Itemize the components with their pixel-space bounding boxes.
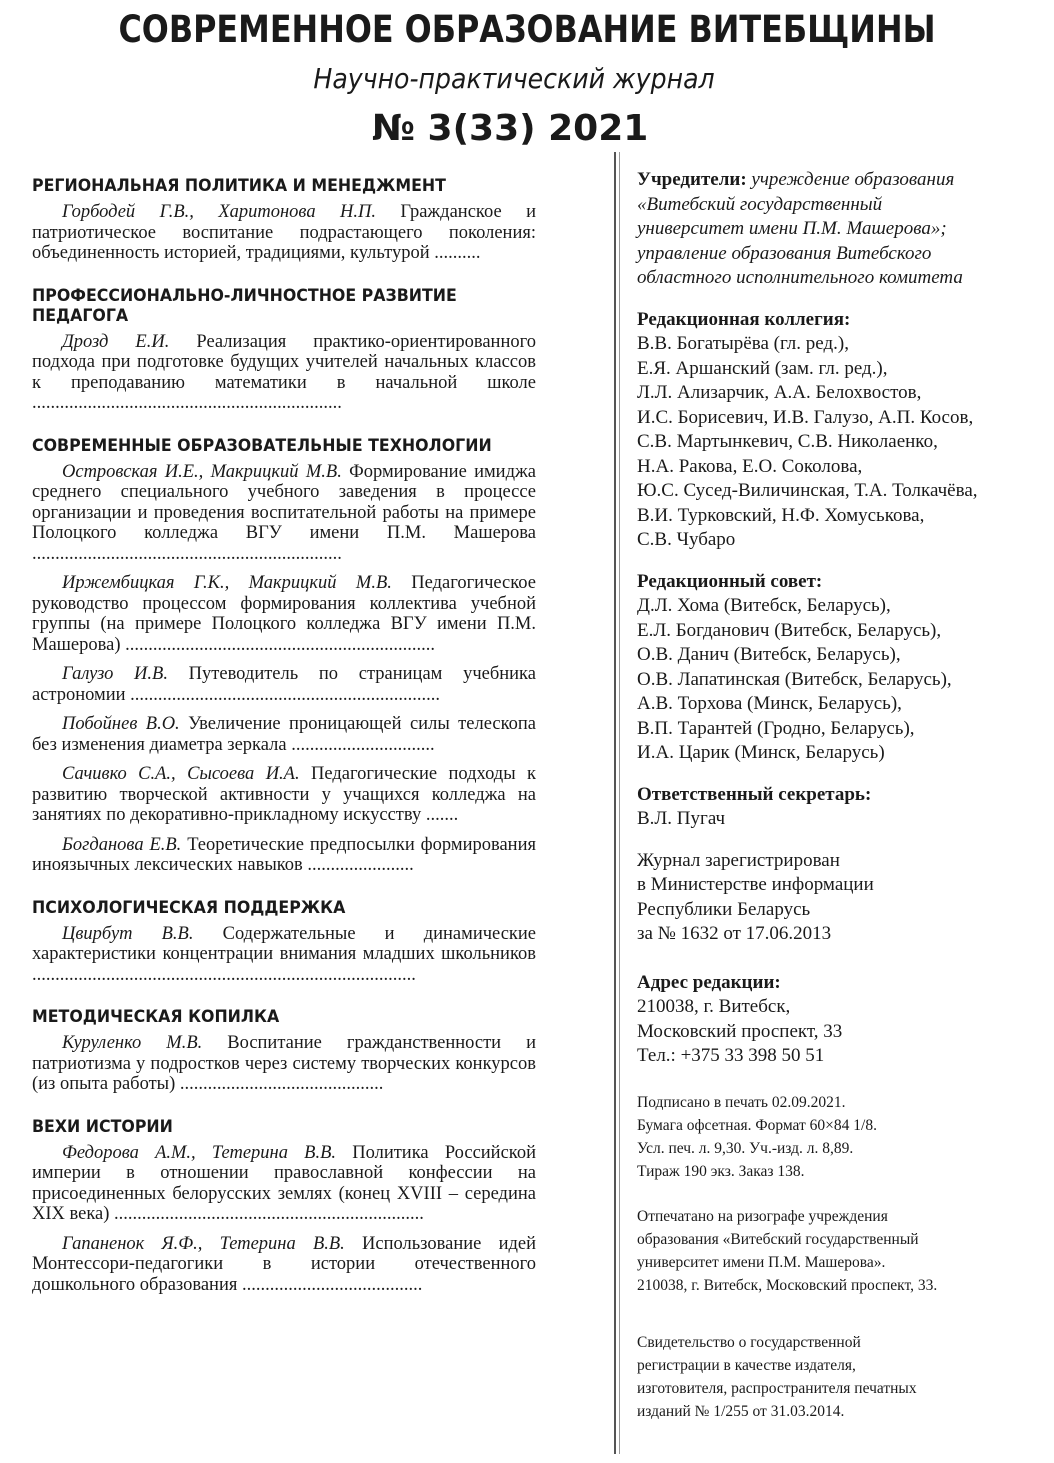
section-title: ПСИХОЛОГИЧЕСКАЯ ПОДДЕРЖКА (32, 897, 346, 918)
editorial-council-block (637, 570, 1027, 766)
issue-number: № 3(33) 2021 (371, 108, 649, 149)
printed-line: 210038, г. Витебск, Московский проспект, 33. (637, 1276, 938, 1294)
article-entry (32, 1143, 536, 1225)
article-title: Увеличение проницающей силы телескопа без изменения диаметра зеркала ............................... (32, 714, 536, 755)
founders-line: учреждение образования (746, 169, 955, 190)
address-line: 210038, г. Витебск, (637, 996, 791, 1017)
council-line: О.В. Лапатинская (Витебск, Беларусь), (637, 668, 952, 690)
council-line: В.П. Тарантей (Гродно, Беларусь), (637, 717, 915, 739)
article-authors: Цвирбут В.В. (62, 923, 194, 944)
toc-section (32, 176, 536, 264)
article-title: Путеводитель по страницам учебника астрономии ................................................................... (32, 664, 536, 705)
council-line: Д.Л. Хома (Витебск, Беларусь), (637, 595, 891, 616)
article-entry (32, 924, 536, 986)
table-of-contents (32, 176, 536, 1317)
section-title: РЕГИОНАЛЬНАЯ ПОЛИТИКА И МЕНЕДЖМЕНТ (32, 176, 446, 196)
article-authors: Островская И.Е., Макрицкий М.В. (62, 461, 342, 482)
article-title: Воспитание гражданственности и патриотизма у подростков через систему творческих конкурсов (из опыта работы) ............................................ (32, 1033, 536, 1094)
section-title: ПРОФЕССИОНАЛЬНО-ЛИЧНОСТНОЕ РАЗВИТИЕ ПЕДАГОГА (32, 285, 457, 326)
article-entry (32, 714, 536, 755)
toc-section (32, 1117, 536, 1296)
article-authors: Дрозд Е.И. (62, 331, 170, 352)
article-entry (32, 1033, 536, 1095)
toc-section (32, 898, 536, 986)
address-label: Адрес редакции: (637, 971, 781, 993)
registration-line: за № 1632 от 17.06.2013 (637, 923, 832, 944)
board-line: Л.Л. Ализарчик, А.А. Белохвостов, (637, 382, 922, 403)
council-line: А.В. Торхова (Минск, Беларусь), (637, 693, 902, 714)
registration-line: Республики Беларусь (637, 898, 811, 920)
founders-label: Учредители: (637, 169, 747, 190)
printed-line: Отпечатано на ризографе учреждения (637, 1207, 888, 1225)
board-line: В.В. Богатырёва (гл. ред.), (637, 333, 849, 354)
article-authors: Сачивко С.А., Сысоева И.А. (62, 764, 300, 784)
article-authors: Галузо И.В. (62, 664, 168, 684)
address-block (637, 971, 1027, 1069)
address-line: Московский проспект, 33 (637, 1020, 843, 1042)
print-line: Бумага офсетная. Формат 60×84 1/8. (637, 1116, 877, 1134)
masthead (637, 168, 1027, 1440)
certificate-line: изданий № 1/255 от 31.03.2014. (637, 1402, 845, 1420)
board-line: Ю.С. Сусед-Виличинская, Т.А. Толкачёва, (637, 480, 978, 501)
article-title: Гражданское и патриотическое воспитание подрастающего поколения: объединенность историей, традициями, культурой .......... (32, 202, 536, 263)
article-title: Педагогические подходы к развитию творческой активности у учащихся колледжа на занятиях по декоративно-прикладному искусству ....... (32, 764, 536, 825)
article-entry (32, 332, 536, 414)
printed-line: образования «Витебский государственный (637, 1230, 919, 1248)
article-entry (32, 462, 536, 565)
print-line: Тираж 190 экз. Заказ 138. (637, 1162, 805, 1180)
toc-section (32, 436, 536, 876)
founders-line: управление образования Витебского (637, 242, 932, 264)
council-line: И.А. Царик (Минск, Беларусь) (637, 742, 885, 763)
founders-line: «Витебский государственный (637, 193, 883, 215)
article-entry (32, 764, 536, 826)
board-line: В.И. Турковский, Н.Ф. Хомуськова, (637, 504, 925, 526)
editorial-board-label: Редакционная коллегия: (637, 308, 851, 330)
column-divider-thin (619, 152, 620, 1454)
print-info-block (637, 1091, 1027, 1183)
toc-section (32, 286, 536, 414)
secretary-name: В.Л. Пугач (637, 808, 726, 829)
print-line: Усл. печ. л. 9,30. Уч.-изд. л. 8,89. (637, 1139, 854, 1157)
article-entry (32, 573, 536, 655)
article-entry (32, 202, 536, 264)
article-title: Содержательные и динамические характеристики концентрации внимания младших школьников ................................................................................... (32, 923, 537, 985)
board-line: И.С. Борисевич, И.В. Галузо, А.П. Косов, (637, 406, 974, 428)
article-title: Педагогическое руководство процессом формирования коллектива учебной группы (на примере Полоцкого колледжа ВГУ имени П.М. Машерова) ................................................................... (32, 573, 536, 655)
registration-line: в Министерстве информации (637, 874, 874, 895)
certificate-line: регистрации в качестве издателя, (637, 1356, 856, 1374)
editorial-council-label: Редакционный совет: (637, 570, 823, 592)
article-authors: Куруленко М.В. (62, 1033, 203, 1053)
article-title: Формирование имиджа среднего специального учебного заведения в процессе организации и проведения воспитательной работы на примере Полоцкого колледжа ВГУ имени П.М. Машерова ................................................................... (32, 461, 536, 564)
certificate-line: Свидетельство о государственной (637, 1333, 861, 1351)
printed-line: университет имени П.М. Машерова». (637, 1253, 886, 1271)
registration-line: Журнал зарегистрирован (637, 849, 840, 871)
article-entry (32, 664, 536, 705)
certificate-line: изготовителя, распространителя печатных (637, 1379, 917, 1397)
section-title: МЕТОДИЧЕСКАЯ КОПИЛКА (32, 1007, 280, 1027)
certificate-block (637, 1331, 1027, 1423)
toc-section (32, 1007, 536, 1095)
printed-by-block (637, 1205, 1027, 1297)
article-authors: Побойнев В.О. (62, 714, 180, 734)
article-authors: Гапаненок Я.Ф., Тетерина В.В. (62, 1233, 345, 1254)
founders-line: областного исполнительного комитета (637, 267, 963, 288)
article-title: Политика Российской империи в отношении православной конфессии на присоединенных белорусских землях (конец XVIII – середина XIX века) ................................................................... (32, 1142, 536, 1224)
article-authors: Горбодей Г.В., Харитонова Н.П. (62, 202, 376, 222)
address-line: Тел.: +375 33 398 50 51 (637, 1045, 825, 1066)
article-entry (32, 1234, 536, 1296)
board-line: С.В. Мартынкевич, С.В. Николаенко, (637, 431, 938, 452)
article-authors: Иржембицкая Г.К., Макрицкий М.В. (62, 573, 392, 593)
article-authors: Федорова А.М., Тетерина В.В. (62, 1142, 337, 1163)
founders-block (637, 168, 1027, 291)
council-line: Е.Л. Богданович (Витебск, Беларусь), (637, 619, 942, 641)
section-title: ВЕХИ ИСТОРИИ (32, 1116, 173, 1137)
article-entry (32, 835, 536, 876)
council-line: О.В. Данич (Витебск, Беларусь), (637, 644, 901, 665)
board-line: Е.Я. Аршанский (зам. гл. ред.), (637, 357, 888, 379)
journal-title: СОВРЕМЕННОЕ ОБРАЗОВАНИЕ ВИТЕБЩИНЫ (118, 8, 936, 51)
print-line: Подписано в печать 02.09.2021. (637, 1093, 846, 1111)
registration-block (637, 849, 1027, 947)
board-line: Н.А. Ракова, Е.О. Соколова, (637, 455, 863, 477)
article-authors: Богданова Е.В. (62, 834, 182, 855)
article-title: Реализация практико-ориентированного подхода при подготовке будущих учителей начальных классов к преподаванию математики в начальной школе ................................................................... (32, 331, 536, 413)
journal-subtitle: Научно-практический журнал (313, 62, 715, 95)
secretary-block (637, 783, 1027, 832)
board-line: С.В. Чубаро (637, 529, 736, 550)
column-divider (614, 152, 616, 1454)
editorial-board-block (637, 308, 1027, 553)
article-title: Теоретические предпосылки формирования иноязычных лексических навыков ....................... (32, 834, 536, 875)
article-title: Использование идей Монтессори-педагогики в истории отечественного дошкольного образования ....................................... (32, 1233, 536, 1295)
secretary-label: Ответственный секретарь: (637, 783, 872, 805)
section-title: СОВРЕМЕННЫЕ ОБРАЗОВАТЕЛЬНЫЕ ТЕХНОЛОГИИ (32, 435, 492, 456)
founders-line: университет имени П.М. Машерова»; (637, 218, 947, 239)
